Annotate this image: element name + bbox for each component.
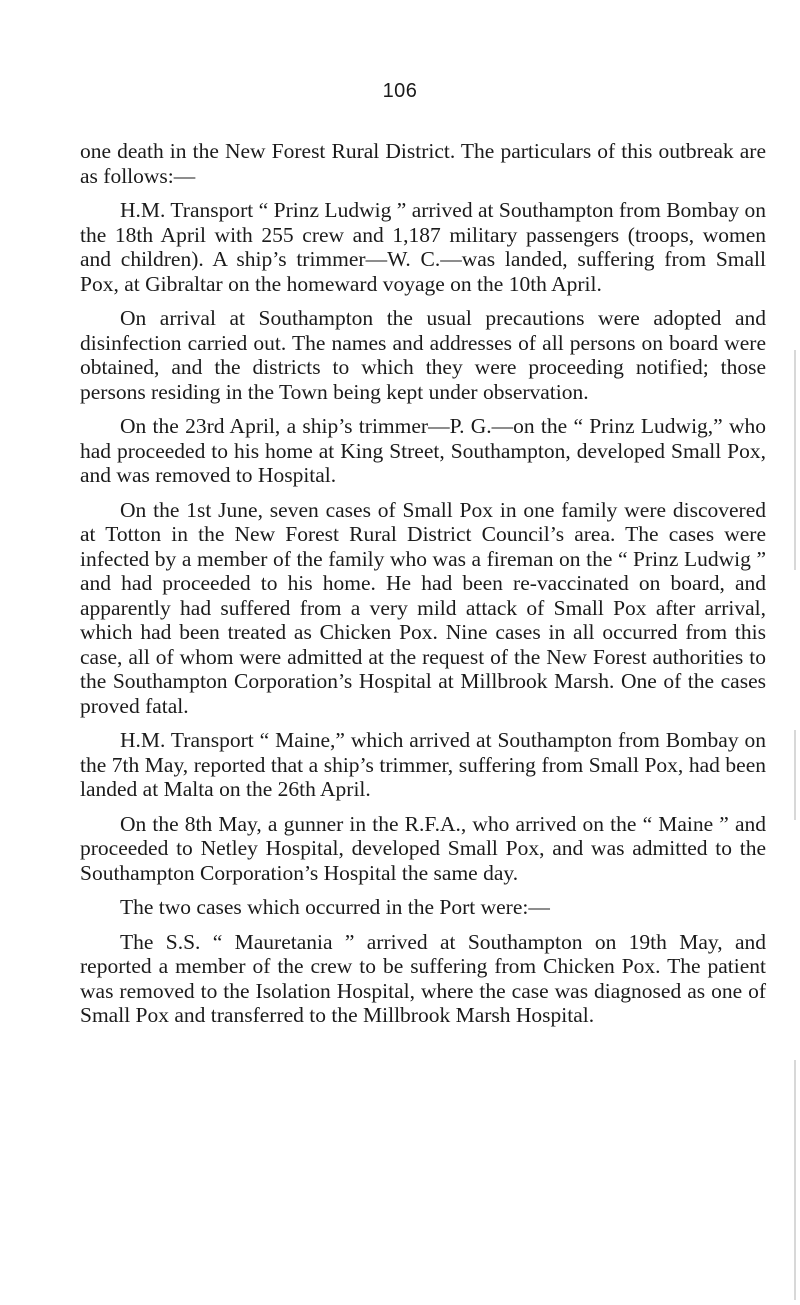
paragraph-precautions: On arrival at Southampton the usual precautions were adopted and disinfection carried out. The names and addresses of all persons on board were obtained, and the districts to which they were proceeding notified; those persons residing in the Town being kept under observation.: [80, 306, 766, 404]
paragraph-gunner-case: On the 8th May, a gunner in the R.F.A., who arrived on the “ Maine ” and proceeded to Netley Hospital, developed Small Pox, and was admitted to the Southampton Corporation’s Hospital the same day.: [80, 811, 766, 885]
paragraph-prinz-ludwig-arrival: H.M. Transport “ Prinz Ludwig ” arrived at Southampton from Bombay on the 18th April with 255 crew and 1,187 military passengers (troops, women and children). A ship’s trimmer—W. C.—was landed, suffering from Small Pox, at Gibraltar on the homeward voyage on the 10th April.: [80, 198, 766, 296]
paragraph-maine-arrival: H.M. Transport “ Maine,” which arrived at Southampton from Bombay on the 7th May, reported that a ship’s trimmer, suffering from Small Pox, had been landed at Malta on the 26th April.: [80, 728, 766, 801]
paragraph-totton-cases: On the 1st June, seven cases of Small Pox in one family were discovered at Totton in the New Forest Rural District Council’s area. The cases were infected by a member of the family who was a fireman on the “ Prinz Ludwig ” and had proceeded to his home. He had been re-vaccinated on board, and apparently had suffered from a very mild attack of Small Pox after arrival, which had been treated as Chicken Pox. Nine cases in all occurred from this case, all of whom were admitted at the request of the New Forest authorities to the Southampton Corporation’s Hospital at Millbrook Marsh. One of the cases proved fatal.: [80, 497, 766, 718]
paragraph-port-cases-intro: The two cases which occurred in the Port were:—: [120, 895, 550, 919]
paragraph-trimmer-case: On the 23rd April, a ship’s trimmer—P. G.—on the “ Prinz Ludwig,” who had proceeded to his home at King Street, Southampton, developed Small Pox, and was removed to Hospital.: [80, 414, 766, 487]
page-number: 106: [382, 80, 418, 102]
paragraph-outbreak-intro: one death in the New Forest Rural District. The particulars of this outbreak are as follows:—: [80, 139, 766, 188]
page-edge-mark: [794, 350, 796, 570]
page-edge-mark: [794, 730, 796, 820]
paragraph-mauretania-case: The S.S. “ Mauretania ” arrived at Southampton on 19th May, and reported a member of the crew to be suffering from Chicken Pox. The patient was removed to the Isolation Hospital, where the case was diagnosed as one of Small Pox and transferred to the Millbrook Marsh Hospital.: [80, 929, 766, 1027]
page-edge-mark: [794, 1060, 796, 1300]
body-text: [80, 139, 766, 1038]
